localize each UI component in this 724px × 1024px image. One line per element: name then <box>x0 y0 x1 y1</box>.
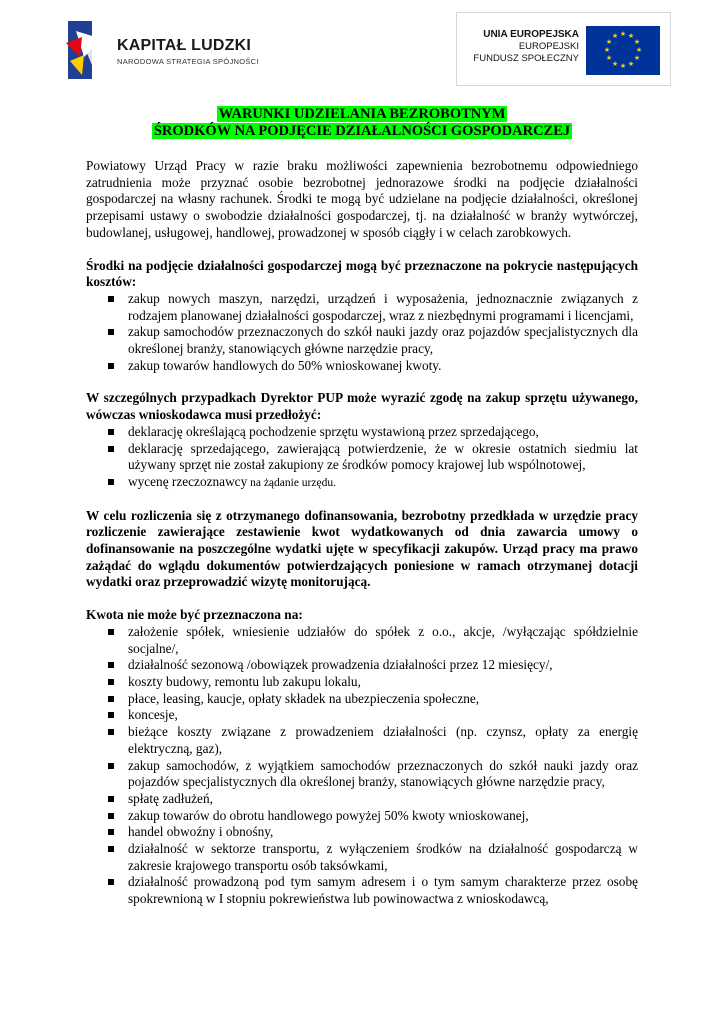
list-item: koszty budowy, remontu lub zakupu lokalu, <box>128 674 638 691</box>
svg-text:★: ★ <box>635 46 643 54</box>
svg-text:★: ★ <box>611 32 619 40</box>
kapital-ludzki-title: KAPITAŁ LUDZKI <box>117 37 252 54</box>
list-item: zakup towarów handlowych do 50% wnioskowanej kwoty. <box>128 358 638 375</box>
list-item: handel obwoźny i obnośny, <box>128 824 638 841</box>
list-item: zakup nowych maszyn, narzędzi, urządzeń i wyposażenia, jednoznacznie związanych z rodzajem planowanej działalności gospodarczej, wraz z niezbędnymi programami i licencjami, <box>128 290 638 323</box>
list-item: założenie spółek, wniesienie udziałów do spółek z o.o., akcje, /wyłączając spółdzielnie socjalne/, <box>128 623 638 656</box>
special-list <box>86 424 638 492</box>
kapital-ludzki-logo <box>62 17 262 85</box>
eu-logo-line3: FUNDUSZ SPOŁECZNY <box>473 53 579 64</box>
svg-text:★: ★ <box>633 38 641 46</box>
svg-text:★: ★ <box>603 46 611 54</box>
svg-text:★: ★ <box>611 60 619 68</box>
eu-logo-line1: UNIA EUROPEJSKA <box>483 29 579 40</box>
special-heading: W szczególnych przypadkach Dyrektor PUP może wyrazić zgodę na zakup sprzętu używanego, wówczas wnioskodawca musi przedłożyć: <box>86 390 638 423</box>
svg-text:★: ★ <box>627 60 635 68</box>
title-line-2: ŚRODKÓW NA PODJĘCIE DZIAŁALNOŚCI GOSPODARCZEJ <box>153 123 571 139</box>
list-item: działalność prowadzoną pod tym samym adresem i o tym samym charakterze przez osobę spokrewnioną w I stopniu pokrewieństwa lub powinowactwa z wnioskodawcą, <box>128 874 638 907</box>
list-item: działalność sezonową /obowiązek prowadzenia działalności przez 12 miesięcy/, <box>128 657 638 674</box>
list-item: koncesje, <box>128 707 638 724</box>
list-item: zakup samochodów, z wyjątkiem samochodów przeznaczonych do szkół nauki jazdy oraz pojazdów specjalistycznych dla określonej branży, stanowiących główne narzędzie pracy, <box>128 757 638 790</box>
list-item: deklarację określającą pochodzenie sprzętu wystawioną przez sprzedającego, <box>128 424 638 441</box>
kapital-ludzki-subtitle: NARODOWA STRATEGIA SPÓJNOŚCI <box>117 57 259 66</box>
svg-text:★: ★ <box>605 54 613 62</box>
list-item: bieżące koszty związane z prowadzeniem działalności (np. czynsz, opłaty za energię elektryczną, gaz), <box>128 724 638 756</box>
excluded-heading: Kwota nie może być przeznaczona na: <box>86 607 303 623</box>
settlement-paragraph: W celu rozliczenia się z otrzymanego dofinansowania, bezrobotny przedkłada w urzędzie pracy rozliczenie zawierające zestawienie kwot wydatkowanych od dnia zawarcia umowy o dofinansowanie na poszczególne wydatki ujęte w specyfikacji zakupów. Urząd pracy ma prawo zażądać do wglądu dokumentów potwierdzających poniesione w ramach otrzymanej dotacji wydatki oraz przeprowadzić wizytę monitorującą. <box>86 507 638 590</box>
costs-list <box>86 291 638 375</box>
list-item <box>128 474 638 492</box>
kapital-ludzki-emblem-icon <box>62 17 106 83</box>
svg-text:★: ★ <box>633 54 641 62</box>
excluded-list <box>86 624 638 908</box>
svg-text:★: ★ <box>619 62 627 70</box>
costs-heading: Środki na podjęcie działalności gospodarczej mogą być przeznaczone na pokrycie następujących kosztów: <box>86 257 638 290</box>
list-item: zakup towarów do obrotu handlowego powyżej 50% kwoty wnioskowanej, <box>128 808 638 825</box>
eu-logo-line2: EUROPEJSKI <box>518 41 579 52</box>
document-body <box>86 158 638 908</box>
svg-text:★: ★ <box>627 32 635 40</box>
eu-logo-text <box>473 29 579 65</box>
eu-flag-icon <box>586 26 660 75</box>
intro-paragraph: Powiatowy Urząd Pracy w razie braku możliwości zapewnienia bezrobotnemu odpowiedniego zatrudnienia może przyznać osobie bezrobotnej jednorazowe środki na podjęcie działalności gospodarczej na własny rachunek. Środki te mogą być udzielane na podjęcie działalności, określonej przepisami ustawy o swobodzie działalności gospodarczej, tj. na działalność w branży wytwórczej, budowlanej, usługowej, handlowej, prowadzonej w sposób ciągły i w celach zarobkowych. <box>86 158 638 240</box>
list-item: działalność w sektorze transportu, z wyłączeniem środków na działalność gospodarczą w zakresie krajowego transportu osób taksówkami, <box>128 841 638 873</box>
svg-text:★: ★ <box>619 30 627 38</box>
list-item-small: na żądanie urzędu. <box>247 476 336 489</box>
title-line-1: WARUNKI UDZIELANIA BEZROBOTNYM <box>218 106 506 122</box>
svg-text:★: ★ <box>605 38 613 46</box>
document-title <box>0 106 724 140</box>
list-item: deklarację sprzedającego, zawierającą potwierdzenie, że w okresie ostatnich siedmiu lat używany sprzęt nie został zakupiony ze środków pomocy krajowej lub wspólnotowej, <box>128 440 638 473</box>
eu-logo <box>456 12 671 86</box>
list-item: płace, leasing, kaucje, opłaty składek na ubezpieczenia społeczne, <box>128 691 638 708</box>
list-item-main: wycenę rzeczoznawcy <box>128 473 248 489</box>
list-item: zakup samochodów przeznaczonych do szkół nauki jazdy oraz pojazdów specjalistycznych dla określonej branży, stanowiących główne narzędzie pracy, <box>128 324 638 357</box>
list-item: spłatę zadłużeń, <box>128 791 638 808</box>
